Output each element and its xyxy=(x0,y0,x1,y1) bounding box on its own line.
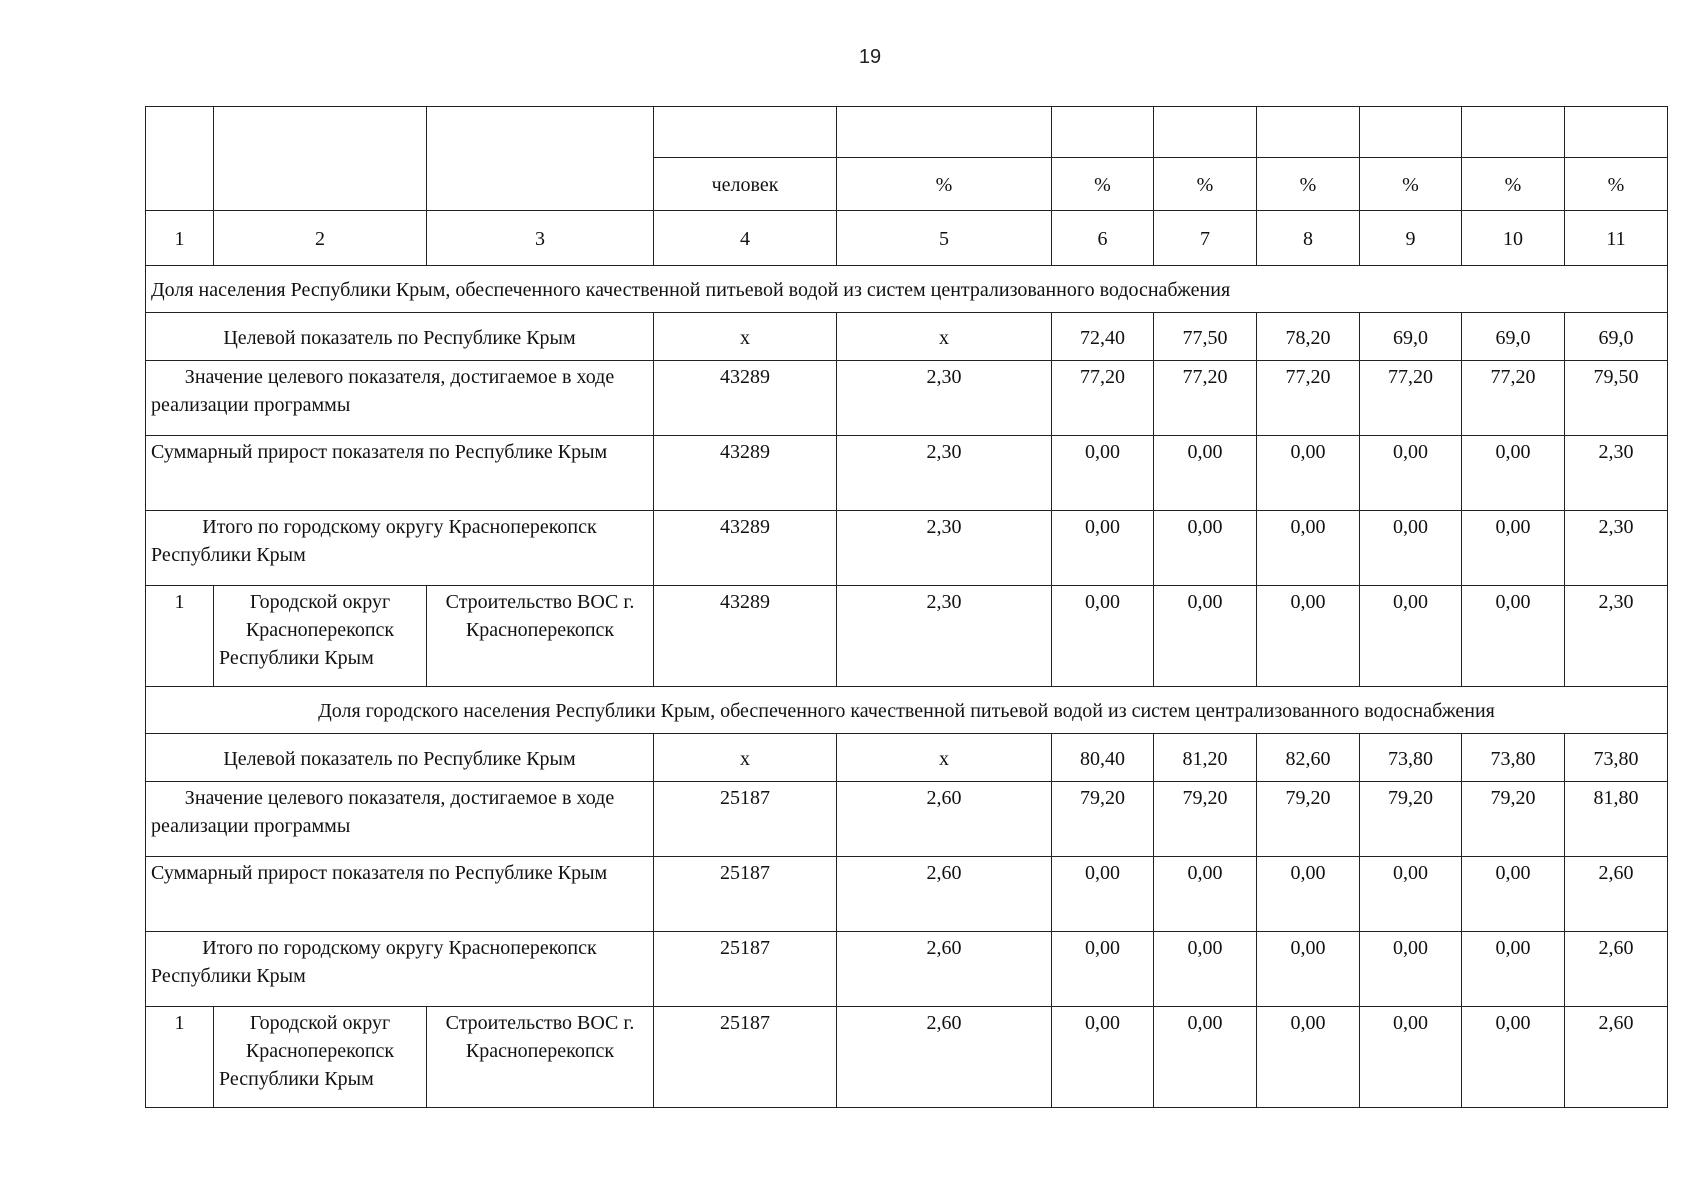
column-numbers-row xyxy=(146,211,1668,266)
value-cell: 25187 xyxy=(654,782,837,857)
value-cell: 0,00 xyxy=(1257,857,1360,932)
column-number: 10 xyxy=(1462,211,1565,266)
column-number: 5 xyxy=(837,211,1052,266)
column-number: 2 xyxy=(214,211,427,266)
column-number: 7 xyxy=(1154,211,1257,266)
value-cell: 0,00 xyxy=(1154,436,1257,511)
value-cell: х xyxy=(654,734,837,782)
value-cell: х xyxy=(837,313,1052,361)
value-cell: 0,00 xyxy=(1257,436,1360,511)
object-row xyxy=(146,586,1668,687)
value-cell: 69,0 xyxy=(1360,313,1462,361)
value-cell: 2,60 xyxy=(837,782,1052,857)
value-cell: 0,00 xyxy=(1257,586,1360,687)
column-number: 11 xyxy=(1565,211,1668,266)
value-cell: 79,20 xyxy=(1360,782,1462,857)
district-name: Городской округ Красноперекопск Республики Крым xyxy=(214,586,427,687)
value-cell: 25187 xyxy=(654,857,837,932)
value-cell: 2,30 xyxy=(1565,511,1668,586)
value-cell: 0,00 xyxy=(1462,932,1565,1007)
value-cell: 0,00 xyxy=(1257,932,1360,1007)
value-cell: 43289 xyxy=(654,436,837,511)
header-cell-empty xyxy=(1052,107,1154,158)
column-number: 3 xyxy=(427,211,654,266)
value-cell: 2,60 xyxy=(837,932,1052,1007)
row-label: Значение целевого показателя, достигаемое в ходе реализации программы xyxy=(146,782,654,857)
value-cell: 0,00 xyxy=(1154,932,1257,1007)
column-number: 6 xyxy=(1052,211,1154,266)
value-cell: х xyxy=(837,734,1052,782)
value-cell: 2,30 xyxy=(837,436,1052,511)
total-row xyxy=(146,511,1668,586)
value-cell: 43289 xyxy=(654,511,837,586)
value-cell: 73,80 xyxy=(1462,734,1565,782)
target-row xyxy=(146,313,1668,361)
value-cell: 77,20 xyxy=(1360,361,1462,436)
value-cell: 0,00 xyxy=(1052,932,1154,1007)
value-cell: 0,00 xyxy=(1462,857,1565,932)
value-cell: х xyxy=(654,313,837,361)
growth-row xyxy=(146,436,1668,511)
district-name: Городской округ Красноперекопск Республики Крым xyxy=(214,1007,427,1108)
header-cell-empty xyxy=(427,107,654,211)
value-cell: 69,0 xyxy=(1462,313,1565,361)
value-cell: 77,20 xyxy=(1052,361,1154,436)
value-cell: 0,00 xyxy=(1052,511,1154,586)
section-title: Доля городского населения Республики Крым, обеспеченного качественной питьевой водой из систем централизованного водоснабжения xyxy=(146,687,1668,734)
unit-cell: % xyxy=(1154,158,1257,211)
value-cell: 2,30 xyxy=(1565,586,1668,687)
page-number: 19 xyxy=(858,46,882,68)
value-cell: 2,60 xyxy=(1565,857,1668,932)
value-cell: 0,00 xyxy=(1154,857,1257,932)
column-number: 8 xyxy=(1257,211,1360,266)
value-cell: 82,60 xyxy=(1257,734,1360,782)
item-number: 1 xyxy=(146,1007,214,1108)
unit-cell: % xyxy=(1052,158,1154,211)
row-label: Целевой показатель по Республике Крым xyxy=(146,734,654,782)
value-cell: 81,80 xyxy=(1565,782,1668,857)
header-blank-row xyxy=(146,107,1668,158)
value-cell: 0,00 xyxy=(1052,436,1154,511)
value-cell: 80,40 xyxy=(1052,734,1154,782)
header-cell-empty xyxy=(1257,107,1360,158)
object-name: Строительство ВОС г. Красноперекопск xyxy=(427,1007,654,1108)
section-title: Доля населения Республики Крым, обеспеченного качественной питьевой водой из систем централизованного водоснабжения xyxy=(146,266,1668,313)
value-cell: 73,80 xyxy=(1565,734,1668,782)
column-number: 4 xyxy=(654,211,837,266)
header-cell-empty xyxy=(1462,107,1565,158)
value-cell: 0,00 xyxy=(1257,1007,1360,1108)
unit-cell: % xyxy=(1360,158,1462,211)
value-cell: 79,50 xyxy=(1565,361,1668,436)
value-cell: 2,30 xyxy=(837,361,1052,436)
value-cell: 77,20 xyxy=(1462,361,1565,436)
value-cell: 79,20 xyxy=(1052,782,1154,857)
value-cell: 25187 xyxy=(654,932,837,1007)
value-cell: 0,00 xyxy=(1462,1007,1565,1108)
row-label: Итого по городскому округу Красноперекопск Республики Крым xyxy=(146,511,654,586)
header-cell-empty xyxy=(1154,107,1257,158)
header-cell-empty xyxy=(837,107,1052,158)
unit-cell: % xyxy=(837,158,1052,211)
value-cell: 2,30 xyxy=(837,511,1052,586)
achieved-row xyxy=(146,782,1668,857)
value-cell: 72,40 xyxy=(1052,313,1154,361)
value-cell: 0,00 xyxy=(1052,1007,1154,1108)
value-cell: 81,20 xyxy=(1154,734,1257,782)
unit-cell: % xyxy=(1257,158,1360,211)
value-cell: 0,00 xyxy=(1360,586,1462,687)
unit-cell: % xyxy=(1462,158,1565,211)
value-cell: 2,60 xyxy=(1565,1007,1668,1108)
value-cell: 43289 xyxy=(654,586,837,687)
value-cell: 0,00 xyxy=(1462,436,1565,511)
value-cell: 2,60 xyxy=(837,1007,1052,1108)
value-cell: 2,30 xyxy=(837,586,1052,687)
item-number: 1 xyxy=(146,586,214,687)
indicators-table xyxy=(145,106,1668,1108)
value-cell: 0,00 xyxy=(1462,511,1565,586)
achieved-row xyxy=(146,361,1668,436)
section-title-row xyxy=(146,687,1668,734)
value-cell: 77,50 xyxy=(1154,313,1257,361)
value-cell: 0,00 xyxy=(1360,932,1462,1007)
section-title-row xyxy=(146,266,1668,313)
unit-cell: человек xyxy=(654,158,837,211)
value-cell: 43289 xyxy=(654,361,837,436)
growth-row xyxy=(146,857,1668,932)
value-cell: 0,00 xyxy=(1154,586,1257,687)
value-cell: 0,00 xyxy=(1052,586,1154,687)
value-cell: 0,00 xyxy=(1052,857,1154,932)
value-cell: 0,00 xyxy=(1154,511,1257,586)
value-cell: 77,20 xyxy=(1257,361,1360,436)
row-label: Значение целевого показателя, достигаемое в ходе реализации программы xyxy=(146,361,654,436)
value-cell: 0,00 xyxy=(1154,1007,1257,1108)
value-cell: 2,30 xyxy=(1565,436,1668,511)
value-cell: 0,00 xyxy=(1257,511,1360,586)
header-cell-empty xyxy=(1360,107,1462,158)
column-number: 1 xyxy=(146,211,214,266)
value-cell: 2,60 xyxy=(1565,932,1668,1007)
header-cell-empty xyxy=(146,107,214,211)
target-row xyxy=(146,734,1668,782)
column-number: 9 xyxy=(1360,211,1462,266)
value-cell: 79,20 xyxy=(1462,782,1565,857)
unit-cell: % xyxy=(1565,158,1668,211)
header-cell-empty xyxy=(654,107,837,158)
object-name: Строительство ВОС г. Красноперекопск xyxy=(427,586,654,687)
value-cell: 73,80 xyxy=(1360,734,1462,782)
header-cell-empty xyxy=(214,107,427,211)
total-row xyxy=(146,932,1668,1007)
value-cell: 25187 xyxy=(654,1007,837,1108)
value-cell: 69,0 xyxy=(1565,313,1668,361)
value-cell: 79,20 xyxy=(1154,782,1257,857)
row-label: Суммарный прирост показателя по Республике Крым xyxy=(146,436,654,511)
object-row xyxy=(146,1007,1668,1108)
value-cell: 0,00 xyxy=(1462,586,1565,687)
value-cell: 0,00 xyxy=(1360,511,1462,586)
value-cell: 0,00 xyxy=(1360,1007,1462,1108)
value-cell: 0,00 xyxy=(1360,857,1462,932)
row-label: Суммарный прирост показателя по Республике Крым xyxy=(146,857,654,932)
value-cell: 79,20 xyxy=(1257,782,1360,857)
value-cell: 2,60 xyxy=(837,857,1052,932)
row-label: Целевой показатель по Республике Крым xyxy=(146,313,654,361)
value-cell: 78,20 xyxy=(1257,313,1360,361)
row-label: Итого по городскому округу Красноперекопск Республики Крым xyxy=(146,932,654,1007)
header-cell-empty xyxy=(1565,107,1668,158)
value-cell: 0,00 xyxy=(1360,436,1462,511)
value-cell: 77,20 xyxy=(1154,361,1257,436)
